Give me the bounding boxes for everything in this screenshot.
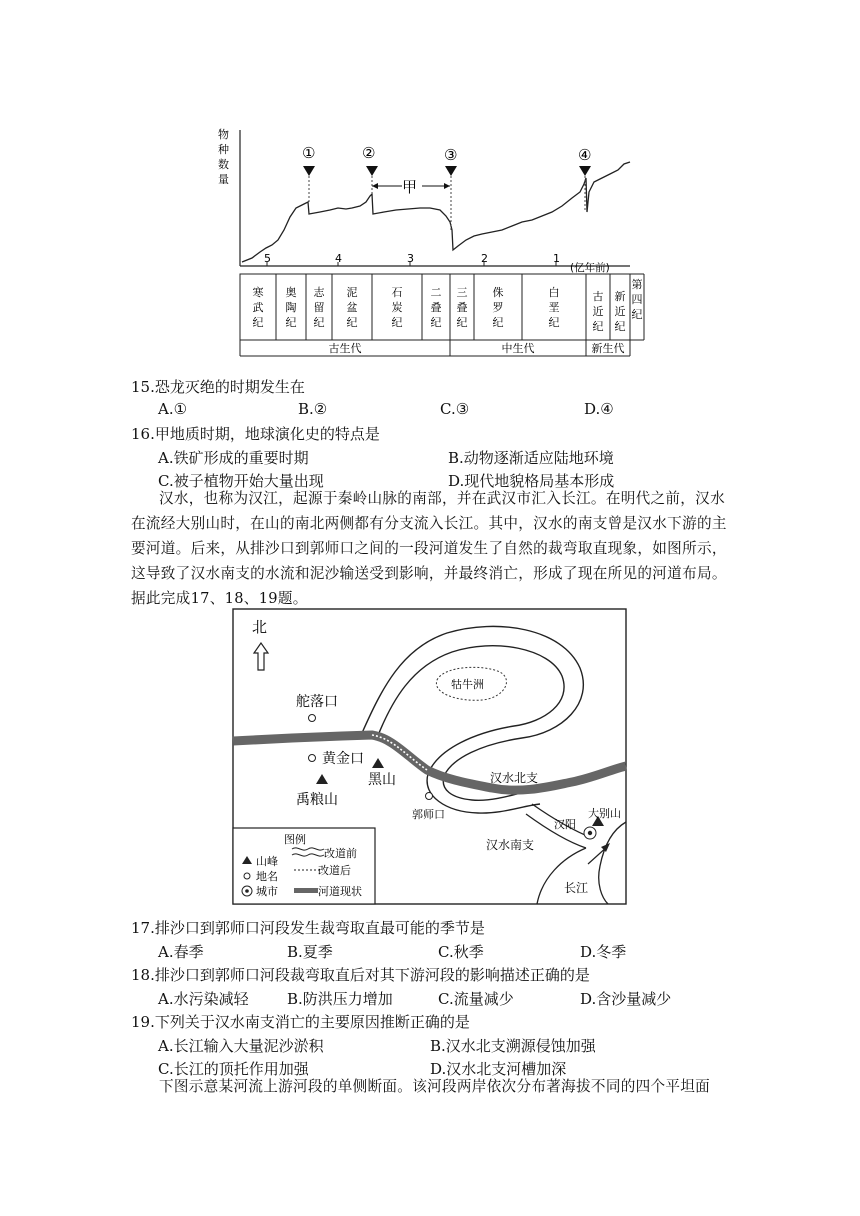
label-tuoluokou: 舵落口	[296, 694, 338, 710]
passage-line-2: 在流经大别山时，在山的南北两侧都有分支流入长江。其中，汉水的南支曾是汉水下游的主	[131, 515, 727, 532]
q15-option-d[interactable]: D.④	[584, 400, 614, 418]
marker-3	[444, 146, 457, 230]
legend-peak: 山峰	[256, 855, 278, 868]
marker-4	[578, 146, 591, 212]
label-changjiang: 长江	[564, 881, 589, 895]
q17-option-b[interactable]: B.夏季	[287, 943, 333, 961]
label-guoshikou: 郭师口	[412, 808, 445, 821]
svg-text:古: 古	[592, 290, 604, 303]
svg-text:量: 量	[218, 173, 229, 186]
era-labels	[329, 341, 625, 355]
legend-before: 改道前	[324, 847, 357, 860]
q15-option-b[interactable]: B.②	[298, 400, 328, 418]
svg-text:(亿年前): (亿年前)	[570, 262, 610, 274]
svg-text:③: ③	[444, 146, 458, 164]
svg-text:纪: 纪	[346, 316, 358, 329]
q16-option-a[interactable]: A.铁矿形成的重要时期	[158, 449, 309, 467]
q18-stem: 18.排沙口到郭师口河段裁弯取直后对其下游河段的影响描述正确的是	[131, 966, 590, 984]
svg-text:寒: 寒	[252, 286, 264, 299]
svg-text:武: 武	[252, 301, 264, 314]
svg-text:奥: 奥	[285, 286, 297, 299]
q15-stem: 15.恐龙灭绝的时期发生在	[131, 378, 305, 396]
q16-option-b[interactable]: B.动物逐渐适应陆地环境	[448, 449, 614, 467]
q18-option-a[interactable]: A.水污染减轻	[158, 990, 249, 1008]
passage	[131, 486, 731, 611]
period-cambrian	[253, 285, 264, 329]
svg-text:泥: 泥	[346, 286, 358, 299]
svg-text:纪: 纪	[631, 308, 643, 321]
q19-option-c[interactable]: C.长江的顶托作用加强	[158, 1060, 309, 1078]
passage-line-3: 要河道。后来，从排沙口到郭师口之间的一段河道发生了自然的裁弯取直现象，如图所示，	[131, 540, 727, 557]
period-jurassic	[493, 285, 504, 329]
svg-text:近: 近	[614, 305, 626, 318]
q18-option-c[interactable]: C.流量减少	[438, 990, 514, 1008]
legend-after: 改道后	[318, 864, 351, 877]
marker-1	[302, 144, 315, 204]
svg-text:盆: 盆	[346, 301, 358, 314]
q17-option-c[interactable]: C.秋季	[438, 943, 484, 961]
svg-text:纪: 纪	[313, 316, 325, 329]
svg-text:二: 二	[430, 286, 442, 299]
era-cenozoic: 新生代	[591, 342, 625, 355]
svg-text:北: 北	[252, 618, 268, 636]
svg-text:纪: 纪	[285, 316, 297, 329]
huangjinkou-dot	[309, 755, 316, 762]
svg-text:纪: 纪	[391, 316, 403, 329]
label-hanshui-south: 汉水南支	[486, 838, 535, 852]
svg-text:陶: 陶	[285, 301, 297, 314]
passage-line-1: 汉水，也称为汉江，起源于秦岭山脉的南部，并在武汉市汇入长江。在明代之前，汉水	[159, 490, 725, 507]
q19-option-a[interactable]: A.长江输入大量泥沙淤积	[158, 1037, 324, 1055]
passage-line-5: 据此完成17、18、19题。	[131, 590, 308, 607]
era-mesozoic: 中生代	[501, 342, 535, 355]
label-huangjinkou: 黄金口	[322, 751, 364, 767]
x-ticks	[264, 252, 610, 274]
svg-text:纪: 纪	[456, 316, 468, 329]
legend-place: 地名	[256, 870, 278, 883]
svg-text:炭: 炭	[391, 301, 403, 314]
svg-text:纪: 纪	[430, 316, 442, 329]
passage-line-4: 这导致了汉水南支的水流和泥沙输送受到影响，并最终消亡，形成了现在所见的河道布局。	[131, 565, 727, 582]
q16-stem: 16.甲地质时期，地球演化史的特点是	[131, 425, 380, 443]
svg-text:④: ④	[578, 146, 592, 164]
label-hanshui-north: 汉水北支	[490, 771, 539, 785]
svg-text:石: 石	[391, 286, 403, 299]
svg-text:甲: 甲	[402, 178, 418, 196]
svg-text:叠: 叠	[430, 301, 442, 314]
period-table	[240, 274, 644, 356]
span-jia	[372, 178, 450, 196]
period-paleogene	[593, 289, 604, 333]
svg-text:白: 白	[548, 286, 560, 299]
svg-text:留: 留	[313, 301, 325, 314]
q15-option-a[interactable]: A.①	[158, 400, 188, 418]
river-map	[232, 608, 628, 906]
guoshikou-dot	[426, 793, 433, 800]
svg-text:物: 物	[218, 128, 229, 141]
legend-title: 图例	[284, 833, 306, 846]
svg-text:垩: 垩	[548, 301, 560, 314]
svg-text:纪: 纪	[548, 316, 560, 329]
map-legend	[233, 828, 375, 904]
label-hanyang: 汉阳	[554, 818, 576, 831]
q17-option-a[interactable]: A.春季	[158, 943, 204, 961]
q19-option-d[interactable]: D.汉水北支河槽加深	[430, 1060, 567, 1078]
period-quaternary	[632, 278, 643, 321]
svg-text:四: 四	[631, 293, 643, 306]
period-ordovician	[286, 285, 297, 329]
q18-option-b[interactable]: B.防洪压力增加	[287, 990, 393, 1008]
species-evolution-figure	[212, 122, 648, 362]
q16-option-d[interactable]: D.现代地貌格局基本形成	[448, 472, 615, 490]
species-curve	[242, 162, 630, 262]
q19-option-b[interactable]: B.汉水北支溯源侵蚀加强	[430, 1037, 596, 1055]
hanyang-city	[584, 827, 596, 839]
period-triassic	[457, 286, 468, 329]
svg-text:纪: 纪	[614, 320, 626, 333]
q19-stem: 19.下列关于汉水南支消亡的主要原因推断正确的是	[131, 1013, 470, 1031]
svg-text:三: 三	[456, 286, 468, 299]
svg-text:第: 第	[631, 278, 643, 291]
period-devonian	[347, 286, 358, 329]
svg-text:2: 2	[481, 252, 488, 265]
period-carboniferous	[392, 286, 403, 329]
period-cretaceous	[549, 286, 560, 329]
svg-text:叠: 叠	[456, 301, 468, 314]
svg-text:①: ①	[302, 144, 316, 162]
svg-text:种: 种	[218, 143, 229, 156]
svg-text:志: 志	[313, 286, 325, 299]
q15-option-c[interactable]: C.③	[440, 400, 470, 418]
q16-option-c[interactable]: C.被子植物开始大量出现	[158, 472, 324, 490]
period-neogene	[615, 290, 626, 333]
label-heishan: 黑山	[368, 772, 396, 788]
svg-text:3: 3	[407, 252, 414, 265]
label-yuliangshan: 禹粮山	[296, 792, 338, 808]
svg-text:数: 数	[218, 158, 229, 171]
q17-option-d[interactable]: D.冬季	[580, 943, 627, 961]
label-guzhuzhou: 牯牛洲	[451, 678, 484, 691]
svg-text:近: 近	[592, 305, 604, 318]
tuoluokou-dot	[309, 715, 316, 722]
svg-text:纪: 纪	[252, 316, 264, 329]
legend-current: 河道现状	[318, 885, 362, 898]
svg-text:②: ②	[362, 144, 376, 162]
svg-text:新: 新	[614, 290, 626, 303]
q18-option-d[interactable]: D.含沙量减少	[580, 990, 672, 1008]
period-silurian	[314, 285, 326, 329]
q17-stem: 17.排沙口到郭师口河段发生裁弯取直最可能的季节是	[131, 919, 485, 937]
svg-text:1: 1	[553, 252, 560, 265]
svg-text:侏: 侏	[492, 286, 504, 299]
legend-city: 城市	[256, 885, 278, 898]
svg-text:罗: 罗	[492, 301, 504, 314]
period-permian	[431, 286, 442, 329]
era-paleozoic: 古生代	[328, 342, 362, 355]
label-dabieshan: 大别山	[588, 807, 621, 820]
marker-2	[362, 144, 378, 196]
svg-text:5: 5	[264, 252, 271, 265]
svg-text:4: 4	[335, 252, 342, 265]
y-axis-label	[218, 127, 229, 186]
svg-text:纪: 纪	[592, 320, 604, 333]
period-labels	[253, 278, 643, 333]
tail-paragraph: 下图示意某河流上游河段的单侧断面。该河段两岸依次分布著海拔不同的四个平坦面	[159, 1078, 711, 1095]
svg-text:纪: 纪	[492, 316, 504, 329]
